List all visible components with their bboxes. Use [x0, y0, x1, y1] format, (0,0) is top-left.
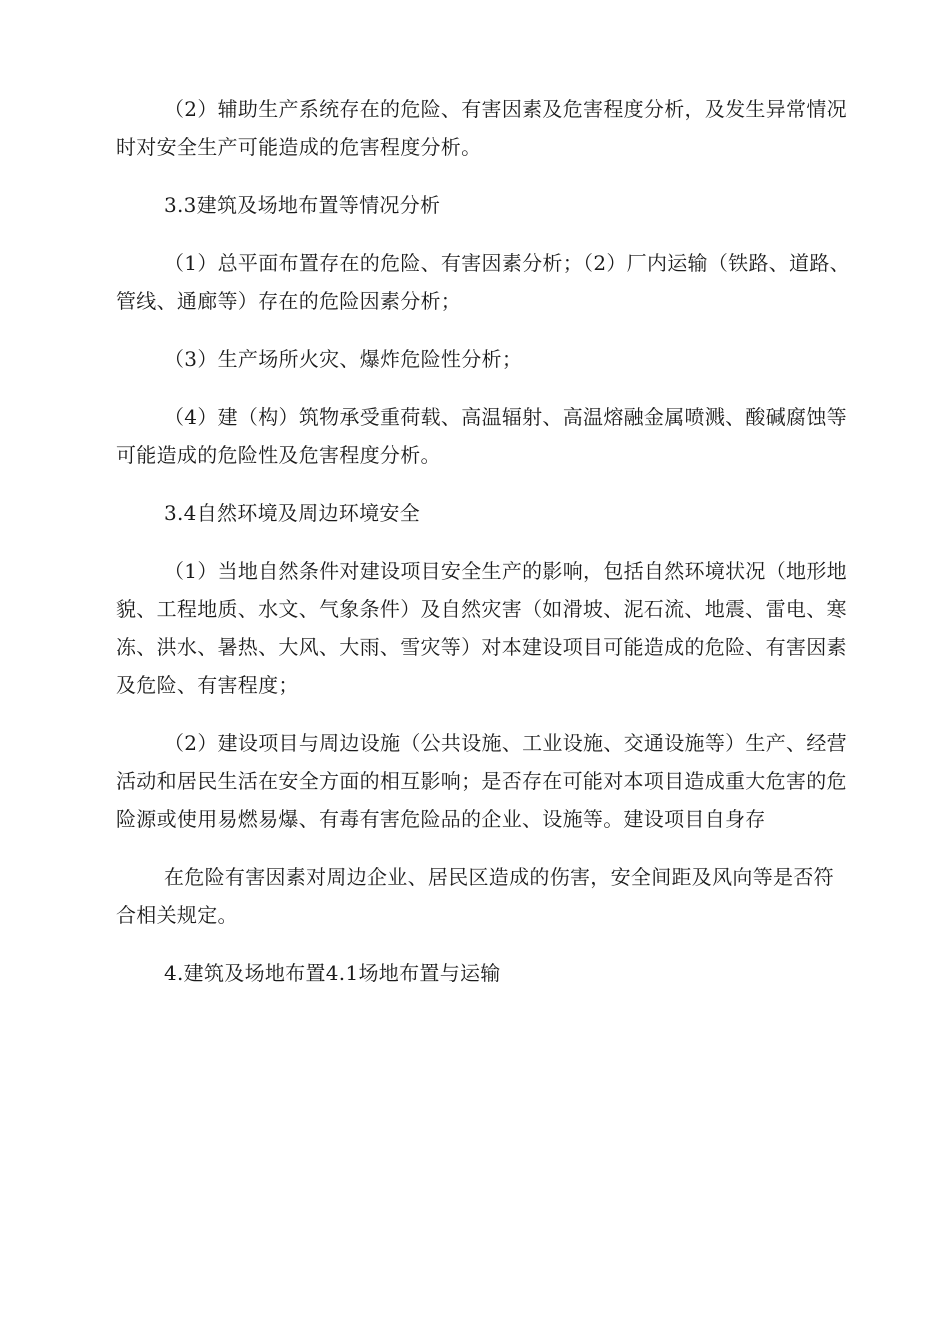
section-heading-4: 4.建筑及场地布置4.1场地布置与运输 [164, 961, 501, 985]
paragraph-fire-explosion-analysis: （3）生产场所火灾、爆炸危险性分析； [164, 347, 523, 371]
paragraph-natural-conditions: （1）当地自然条件对建设项目安全生产的影响，包括自然环境状况（地形地貌、工程地质、水文、气象条件）及自然灾害（如滑坡、泥石流、地震、雷电、寒冻、洪水、暑热、大风、大雨、雪灾等）对本建设项目可能造成的危险、有害因素及危险、有害程度； [116, 559, 847, 697]
section-heading-3-4: 3.4自然环境及周边环境安全 [164, 501, 421, 525]
paragraph-surrounding-facilities: （2）建设项目与周边设施（公共设施、工业设施、交通设施等）生产、经营活动和居民生活在安全方面的相互影响；是否存在可能对本项目造成重大危害的危险源或使用易燃易爆、有毒有害危险品的企业、设施等。建设项目自身存 [116, 731, 847, 831]
document-body [116, 90, 850, 1012]
paragraph-auxiliary-production-hazards: （2）辅助生产系统存在的危险、有害因素及危害程度分析，及发生异常情况时对安全生产可能造成的危害程度分析。 [116, 97, 847, 159]
paragraph-layout-transport-hazards: （1）总平面布置存在的危险、有害因素分析；（2）厂内运输（铁路、道路、管线、通廊等）存在的危险因素分析； [116, 251, 850, 313]
section-heading-3-3: 3.3建筑及场地布置等情况分析 [164, 193, 441, 217]
paragraph-structure-load-analysis: （4）建（构）筑物承受重荷载、高温辐射、高温熔融金属喷溅、酸碱腐蚀等可能造成的危险性及危害程度分析。 [116, 405, 847, 467]
paragraph-safety-distance: 在危险有害因素对周边企业、居民区造成的伤害，安全间距及风向等是否符合相关规定。 [116, 865, 834, 927]
